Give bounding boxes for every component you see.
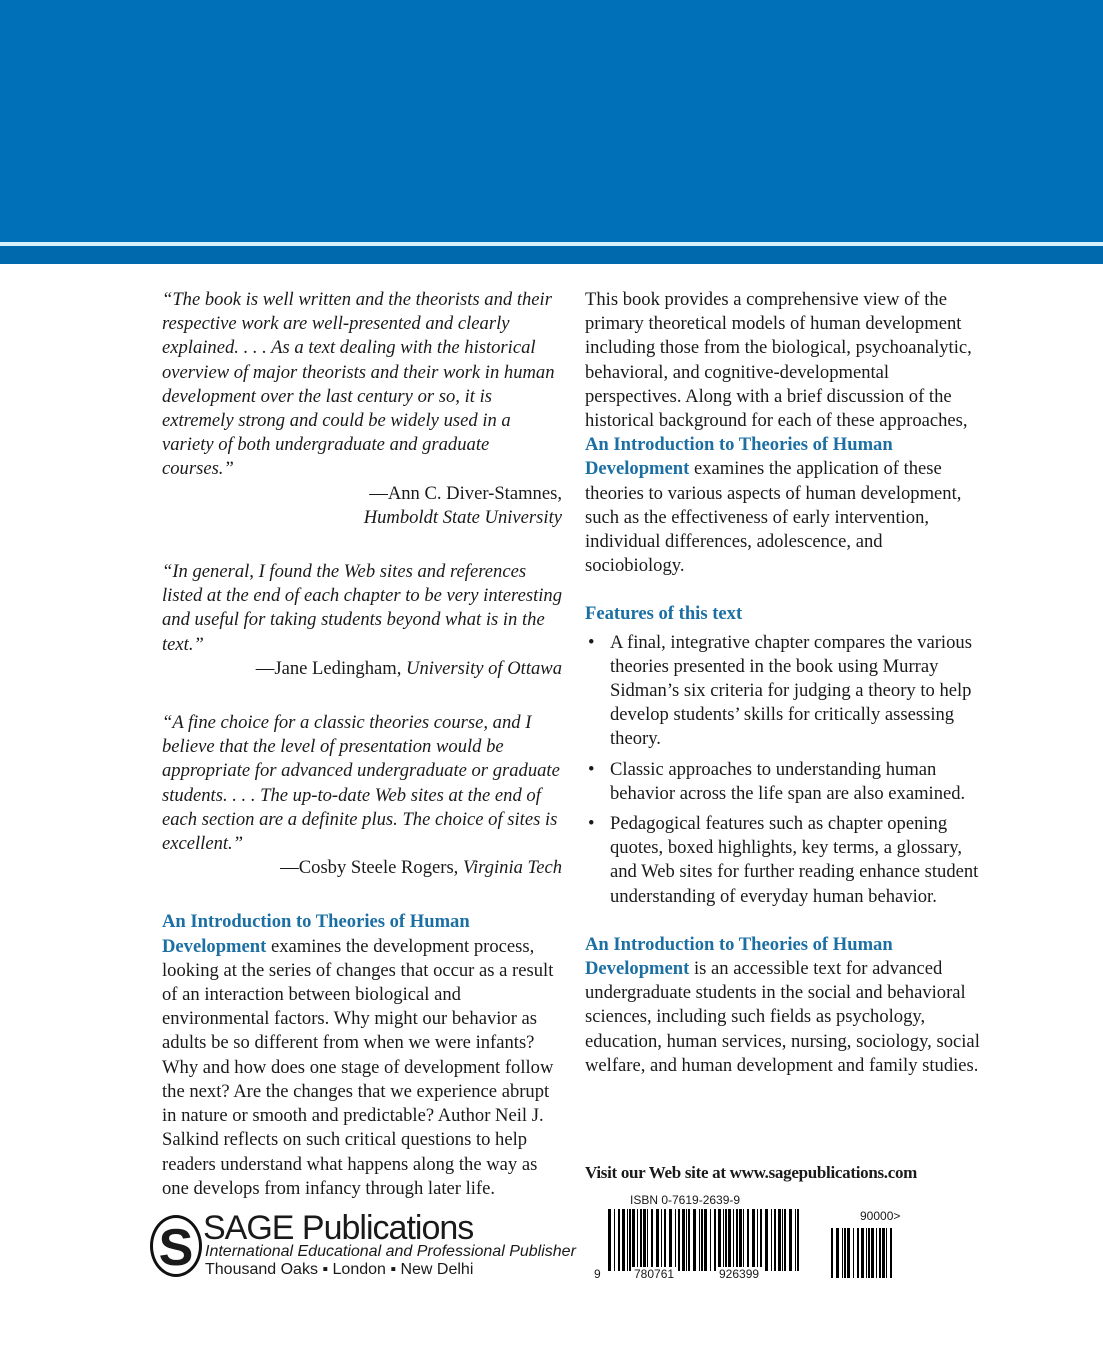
audience-text: is an accessible text for advanced undergraduate students in the social and behavioral sciences, including such fields as psychology, education, human services, nursing, sociology, social welfare, and human development and family studies. bbox=[585, 958, 980, 1076]
intro-text: examines the application of these theories to various aspects of human development, such as the effectiveness of early intervention, individual differences, adolescence, and sociobiology. bbox=[585, 458, 962, 577]
summary-paragraph bbox=[162, 910, 562, 1200]
feature-item: • A final, integrative chapter compares the various theories presented in the book using Murray Sidman’s six criteria for judging a theory to help develop students’ skills for critically assessing theory. bbox=[585, 631, 985, 752]
barcode-bar bbox=[886, 1228, 887, 1278]
review-quote: “The book is well written and the theorists and their respective work are well-presented and clearly explained. . . . As a text dealing with the historical overview of major theorists and their work in human development over the last century or so, it is extremely strong and could be widely used in a variety of both undergraduate and graduate courses.” bbox=[162, 289, 555, 480]
barcode-bar bbox=[890, 1228, 892, 1278]
barcode-bar bbox=[627, 1209, 628, 1271]
barcode-bar bbox=[608, 1209, 611, 1271]
barcode-bar bbox=[669, 1209, 672, 1271]
audience-paragraph bbox=[585, 933, 985, 1078]
reviewer-affiliation: University of Ottawa bbox=[406, 657, 562, 679]
feature-item: • Classic approaches to understanding human behavior across the life span are also examined. bbox=[585, 758, 985, 806]
isbn-barcode bbox=[588, 1193, 928, 1283]
intro-paragraph bbox=[585, 288, 985, 578]
barcode-bar bbox=[853, 1228, 854, 1278]
website-link[interactable]: Visit our Web site at www.sagepublications.com bbox=[585, 1163, 918, 1182]
features-heading: Features of this text bbox=[585, 603, 743, 625]
barcode-bar bbox=[664, 1209, 666, 1271]
barcode-bar bbox=[656, 1209, 659, 1271]
barcode-bar bbox=[637, 1209, 638, 1271]
summary-text: examines the development process, looking at the series of changes that occur as a result of an interaction between biological and environmental factors. Why might our behavior as adults be so different from when we were infants? Why and how does one stage of development follow the next? Are the changes that we experience abrupt in nature or smooth and predictable? Author Neil J. Salkind reflects on such critical questions to help readers understand what happens along the way as one develops from infancy through later life. bbox=[162, 935, 554, 1199]
barcode-digits-right: 926399 bbox=[716, 1267, 762, 1281]
publisher-name: SAGE Publications bbox=[203, 1209, 474, 1247]
left-column bbox=[162, 288, 562, 1201]
barcode-bar bbox=[728, 1209, 731, 1271]
barcode-bar bbox=[693, 1209, 696, 1271]
barcode-bar bbox=[733, 1209, 734, 1271]
barcode-bar bbox=[778, 1209, 781, 1271]
isbn-label: ISBN 0-7619-2639-9 bbox=[630, 1193, 741, 1207]
book-title: An Introduction to Theories of Human Development bbox=[585, 434, 893, 480]
reviewer-affiliation: Humboldt State University bbox=[363, 506, 562, 528]
barcode-bar bbox=[675, 1209, 676, 1271]
barcode-digits-left: 780761 bbox=[631, 1267, 677, 1281]
top-color-band bbox=[0, 0, 1103, 242]
barcode-bar bbox=[643, 1209, 646, 1271]
reviewer-affiliation: Virginia Tech bbox=[463, 857, 562, 879]
review-attribution bbox=[162, 657, 562, 681]
barcode-bar bbox=[771, 1209, 772, 1271]
intro-text: This book provides a comprehensive view of the primary theoretical models of human development including those from the biological, psychoanalytic, behavioral, and cognitive-developmental perspectives. Along with a brief discussion of the historical background for each of these approaches, bbox=[585, 289, 972, 432]
barcode-bar bbox=[760, 1209, 762, 1271]
barcode-bar bbox=[844, 1228, 846, 1278]
barcode-bar bbox=[861, 1228, 864, 1278]
barcode-digit: 9 bbox=[594, 1267, 601, 1281]
barcode-bar bbox=[651, 1209, 653, 1271]
barcode-bar bbox=[866, 1228, 867, 1278]
barcode-bar bbox=[661, 1209, 662, 1271]
barcode-bar bbox=[701, 1209, 703, 1271]
barcode-bar bbox=[736, 1209, 738, 1271]
barcode-bar bbox=[797, 1209, 799, 1271]
barcode-bar bbox=[723, 1209, 724, 1271]
barcode-bar bbox=[747, 1209, 749, 1271]
publisher-cities: Thousand Oaks ▪ London ▪ New Delhi bbox=[205, 1261, 474, 1278]
barcode-bar bbox=[632, 1209, 635, 1271]
barcode-bar bbox=[699, 1209, 700, 1271]
barcode-bar bbox=[868, 1228, 870, 1278]
book-title: An Introduction to Theories of Human Development bbox=[585, 933, 893, 980]
barcode-bar bbox=[857, 1228, 859, 1278]
barcode-bar bbox=[629, 1209, 631, 1271]
barcode-bar bbox=[640, 1209, 642, 1271]
barcode-bar bbox=[774, 1209, 776, 1271]
review-attribution bbox=[162, 856, 562, 880]
barcode-bar bbox=[831, 1228, 833, 1278]
barcode-bar bbox=[688, 1209, 690, 1271]
barcode-bar bbox=[871, 1228, 874, 1278]
features-list bbox=[585, 631, 985, 909]
book-title: An Introduction to Theories of Human Development bbox=[162, 911, 470, 957]
barcode-bar bbox=[765, 1209, 768, 1271]
barcode-bar bbox=[686, 1209, 687, 1271]
barcode-bar bbox=[882, 1228, 885, 1278]
barcode-bar bbox=[757, 1209, 758, 1271]
barcode-bar bbox=[710, 1209, 711, 1271]
barcode-bar bbox=[836, 1228, 839, 1278]
barcode-bar bbox=[842, 1228, 843, 1278]
lower-color-band bbox=[0, 246, 1103, 264]
barcode-bar bbox=[782, 1209, 783, 1271]
barcode-bar bbox=[847, 1228, 850, 1278]
barcode-bar bbox=[704, 1209, 707, 1271]
barcode-bar bbox=[752, 1209, 755, 1271]
barcode-bar bbox=[718, 1209, 721, 1271]
barcode-bar bbox=[618, 1209, 620, 1271]
reviewer-name: —Cosby Steele Rogers, bbox=[280, 857, 459, 879]
review-attribution bbox=[162, 482, 562, 530]
barcode-bar bbox=[614, 1209, 615, 1271]
barcode-bar bbox=[678, 1209, 680, 1271]
barcode-bar bbox=[682, 1209, 685, 1271]
publisher-tagline: International Educational and Professional Publisher bbox=[205, 1243, 576, 1260]
barcode-bar bbox=[876, 1228, 877, 1278]
barcode-bar bbox=[795, 1209, 796, 1271]
barcode-bar bbox=[789, 1209, 792, 1271]
barcode-bar bbox=[739, 1209, 742, 1271]
barcode-bar bbox=[622, 1209, 625, 1271]
reviewer-name: —Ann C. Diver-Stamnes, bbox=[369, 482, 562, 504]
addon-bars bbox=[831, 1228, 895, 1278]
feature-item: • Pedagogical features such as chapter opening quotes, boxed highlights, key terms, a glossary, and Web sites for further reading enhance student understanding of everyday human behavior. bbox=[585, 812, 985, 909]
price-addon: 90000> bbox=[860, 1209, 901, 1223]
review-quote: “A fine choice for a classic theories course, and I believe that the level of presentation would be appropriate for advanced undergraduate or graduate students. . . . The up-to-date Web sites at the end of each section are a definite plus. The choice of sites is excellent.” bbox=[162, 712, 560, 855]
barcode-bar bbox=[714, 1209, 716, 1271]
barcode-bar bbox=[743, 1209, 744, 1271]
barcode-bar bbox=[784, 1209, 786, 1271]
barcode-bars bbox=[608, 1209, 800, 1271]
barcode-bar bbox=[879, 1228, 881, 1278]
review-quote: “In general, I found the Web sites and references listed at the end of each chapter to be very interesting and useful for taking students beyond what is in the text.” bbox=[162, 561, 563, 655]
reviewer-name: —Jane Ledingham, bbox=[255, 657, 402, 679]
barcode-bar bbox=[725, 1209, 727, 1271]
barcode-bar bbox=[647, 1209, 648, 1271]
sage-logo-icon: S bbox=[150, 1215, 202, 1277]
right-column bbox=[585, 288, 985, 1078]
